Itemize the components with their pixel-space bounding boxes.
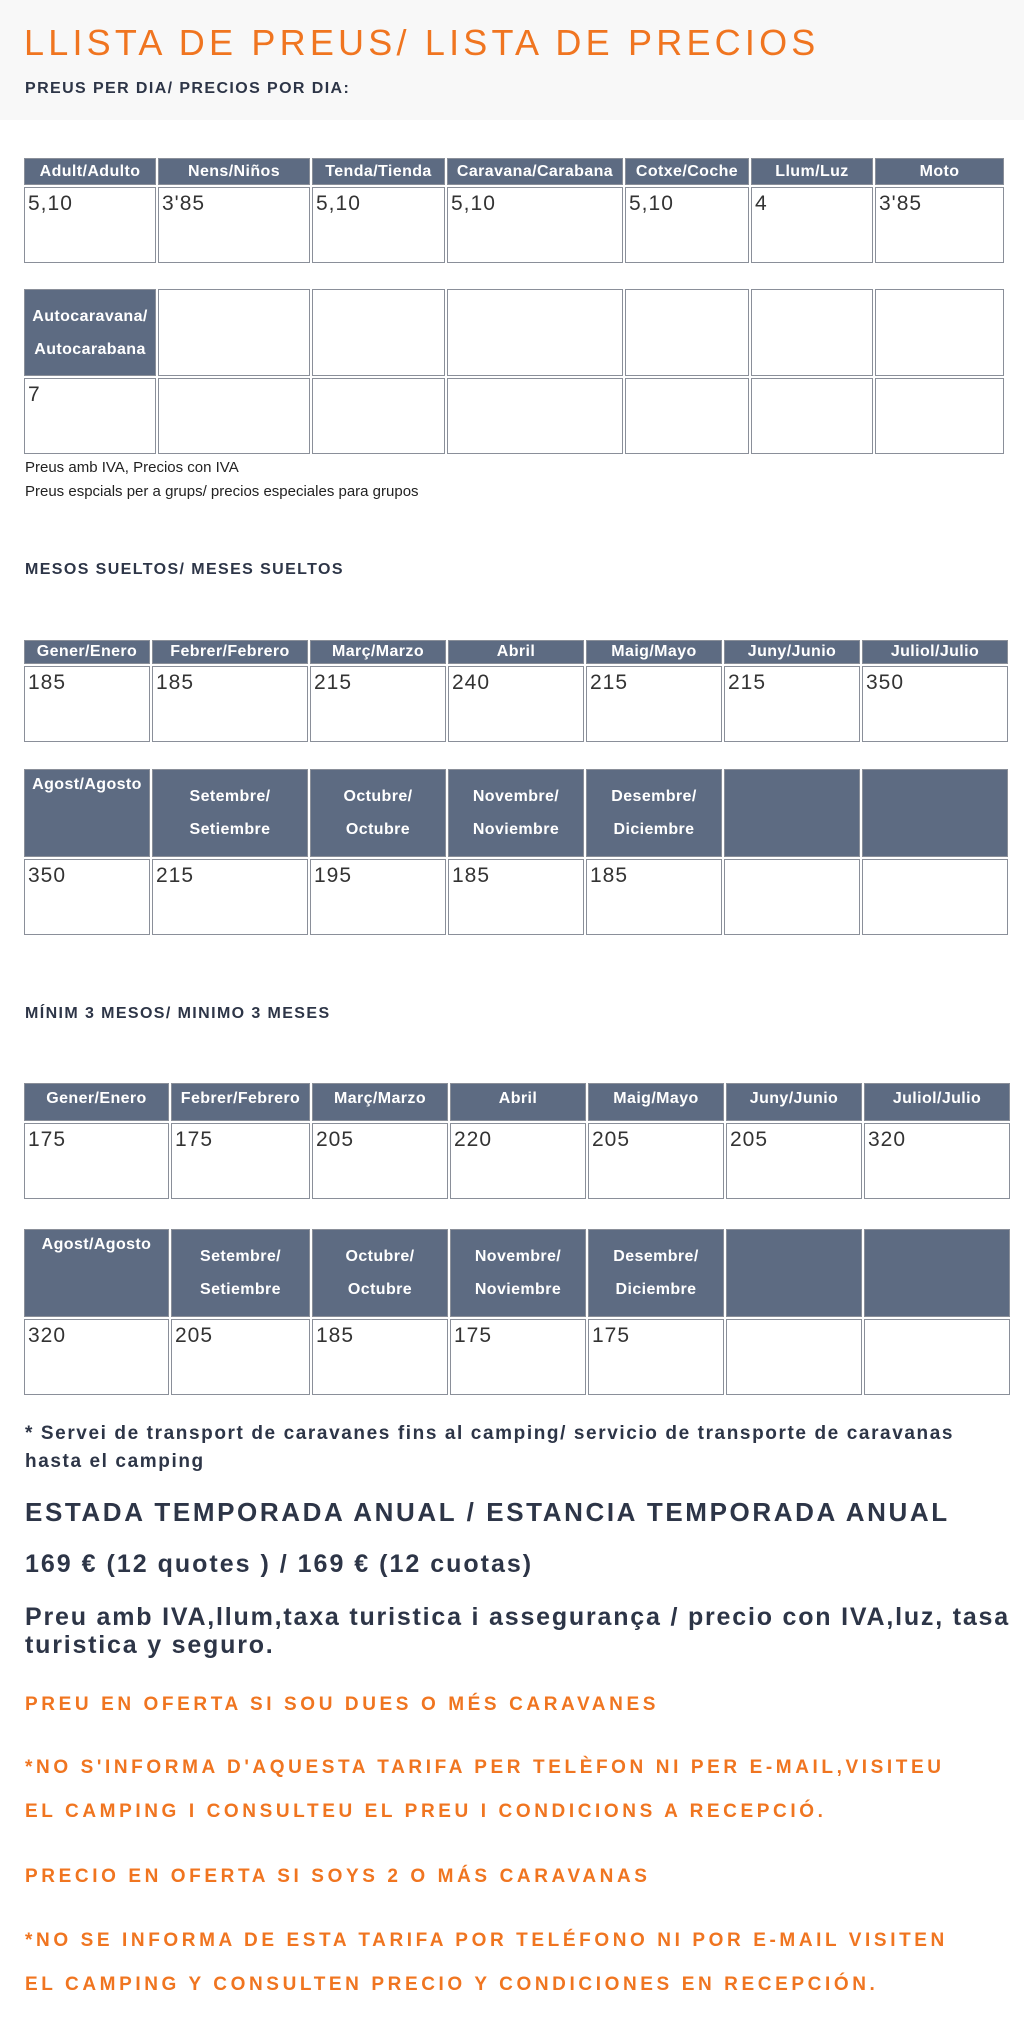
month-price: 205 (312, 1123, 448, 1199)
offer-info-spanish-line1: *NO SE INFORMA DE ESTA TARIFA POR TELÉFONO NI POR E-MAIL VISITEN (25, 1930, 948, 1951)
month-price: 195 (310, 859, 446, 935)
month-price: 320 (24, 1319, 169, 1395)
month-header: Octubre/ Octubre (310, 769, 446, 857)
month-price: 205 (726, 1123, 862, 1199)
annual-stay-heading: ESTADA TEMPORADA ANUAL / ESTANCIA TEMPORADA ANUAL (25, 1497, 950, 1527)
month-price: 175 (588, 1319, 724, 1395)
vat-note: Preus amb IVA, Precios con IVA (25, 459, 239, 476)
daily-prices-heading: PREUS PER DIA/ PRECIOS POR DIA: (25, 80, 351, 97)
month-price: 240 (448, 666, 584, 742)
min3-months-table-1 (22, 1081, 1012, 1201)
annual-includes: Preu amb IVA,llum,taxa turistica i assegurança / precio con IVA,luz, tasa turistica y seguro. (25, 1603, 1010, 1659)
daily-price-electricity: 4 (751, 187, 873, 263)
month-header: Desembre/ Diciembre (586, 769, 722, 857)
month-header: Maig/Mayo (588, 1083, 724, 1121)
month-header: Juny/Junio (724, 640, 860, 664)
month-header: Agost/Agosto (24, 1229, 169, 1317)
month-header: Agost/Agosto (24, 769, 150, 857)
month-price: 185 (152, 666, 308, 742)
month-header: Febrer/Febrero (152, 640, 308, 664)
offer-spanish: PRECIO EN OFERTA SI SOYS 2 O MÁS CARAVANAS (25, 1866, 651, 1887)
month-header: Setembre/ Setiembre (152, 769, 308, 857)
month-header: Novembre/ Noviembre (450, 1229, 586, 1317)
daily-price-motorbike: 3'85 (875, 187, 1004, 263)
month-header: Gener/Enero (24, 1083, 169, 1121)
daily-prices-table (22, 156, 1006, 265)
month-price: 350 (24, 859, 150, 935)
month-header: Febrer/Febrero (171, 1083, 310, 1121)
single-months-heading: MESOS SUELTOS/ MESES SUELTOS (25, 561, 344, 578)
offer-info-catalan-line2: EL CAMPING I CONSULTEU EL PREU I CONDICIONS A RECEPCIÓ. (25, 1801, 827, 1822)
annual-price: 169 € (12 quotes ) / 169 € (12 cuotas) (25, 1550, 534, 1578)
month-price: 320 (864, 1123, 1010, 1199)
daily-price-car: 5,10 (625, 187, 749, 263)
month-price: 350 (862, 666, 1008, 742)
single-months-table-2 (22, 767, 1010, 937)
daily-price-tent: 5,10 (312, 187, 445, 263)
month-price: 185 (312, 1319, 448, 1395)
month-header: Març/Marzo (310, 640, 446, 664)
month-header: Maig/Mayo (586, 640, 722, 664)
month-price: 185 (586, 859, 722, 935)
daily-header-caravan: Caravana/Carabana (447, 158, 623, 185)
group-prices-note: Preus espcials per a grups/ precios especiales para grupos (25, 483, 419, 500)
daily-header-children: Nens/Niños (158, 158, 310, 185)
month-header: Novembre/ Noviembre (448, 769, 584, 857)
daily-price-children: 3'85 (158, 187, 310, 263)
daily-header-motorbike: Moto (875, 158, 1004, 185)
month-price: 185 (24, 666, 150, 742)
single-months-table-1 (22, 638, 1010, 744)
month-price: 215 (586, 666, 722, 742)
daily-price-caravan: 5,10 (447, 187, 623, 263)
offer-catalan: PREU EN OFERTA SI SOU DUES O MÉS CARAVANES (25, 1694, 659, 1715)
month-header: Gener/Enero (24, 640, 150, 664)
month-price: 215 (310, 666, 446, 742)
month-price: 175 (450, 1319, 586, 1395)
daily-header-adult: Adult/Adulto (24, 158, 156, 185)
month-header: Març/Marzo (312, 1083, 448, 1121)
motorhome-table (22, 287, 1006, 456)
month-price: 175 (24, 1123, 169, 1199)
month-price: 175 (171, 1123, 310, 1199)
motorhome-header: Autocaravana/ Autocarabana (24, 289, 156, 376)
month-header: Octubre/ Octubre (312, 1229, 448, 1317)
month-header: Juliol/Julio (862, 640, 1008, 664)
month-header: Setembre/ Setiembre (171, 1229, 310, 1317)
min3-months-table-2 (22, 1227, 1012, 1397)
page-title: LLISTA DE PREUS/ LISTA DE PRECIOS (24, 22, 820, 63)
daily-header-electricity: Llum/Luz (751, 158, 873, 185)
month-price: 185 (448, 859, 584, 935)
month-header: Abril (448, 640, 584, 664)
month-header: Abril (450, 1083, 586, 1121)
min3-months-heading: MÍNIM 3 MESOS/ MINIMO 3 MESES (25, 1005, 331, 1022)
month-price: 215 (152, 859, 308, 935)
month-header: Juliol/Julio (864, 1083, 1010, 1121)
month-price: 220 (450, 1123, 586, 1199)
month-header: Desembre/ Diciembre (588, 1229, 724, 1317)
month-price: 205 (588, 1123, 724, 1199)
offer-info-catalan-line1: *NO S'INFORMA D'AQUESTA TARIFA PER TELÈFON NI PER E-MAIL,VISITEU (25, 1757, 945, 1778)
motorhome-price: 7 (24, 378, 156, 454)
daily-price-adult: 5,10 (24, 187, 156, 263)
transport-service-note: * Servei de transport de caravanes fins al camping/ servicio de transporte de caravanas hasta el camping (25, 1423, 955, 1472)
month-price: 205 (171, 1319, 310, 1395)
daily-header-car: Cotxe/Coche (625, 158, 749, 185)
month-header: Juny/Junio (726, 1083, 862, 1121)
offer-info-spanish-line2: EL CAMPING Y CONSULTEN PRECIO Y CONDICIONES EN RECEPCIÓN. (25, 1974, 879, 1995)
month-price: 215 (724, 666, 860, 742)
daily-header-tent: Tenda/Tienda (312, 158, 445, 185)
